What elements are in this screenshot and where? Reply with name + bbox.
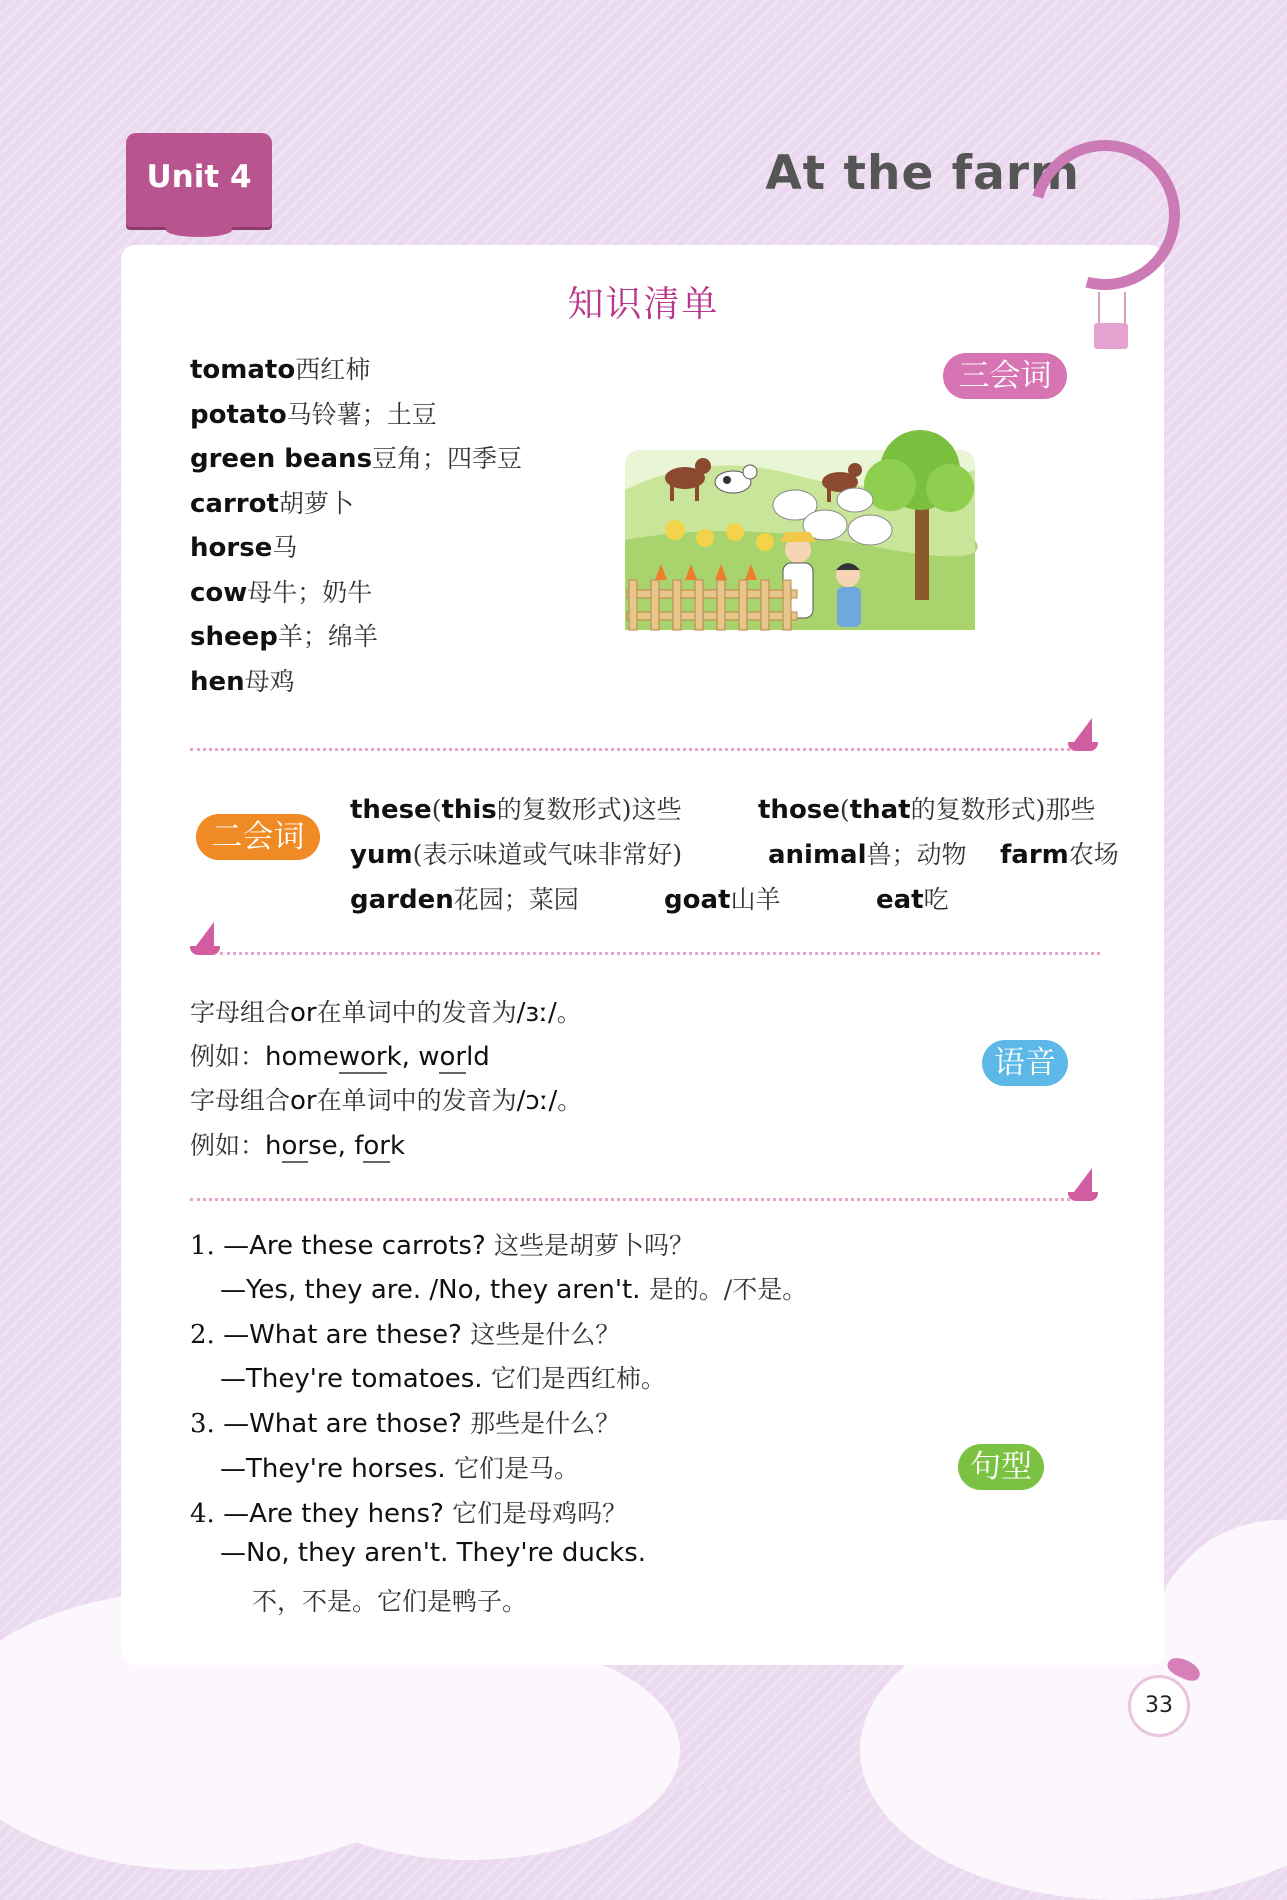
two-skill-row: eat吃 <box>876 885 949 915</box>
farm-illustration <box>615 430 985 655</box>
page-title: At the farm <box>765 146 1080 201</box>
sentence-question: 4. —Are they hens? 它们是母鸡吗？ <box>190 1499 628 1529</box>
two-skill-row: these(this的复数形式)这些 <box>350 795 682 825</box>
list-item: horse马 <box>190 533 298 563</box>
sentence-answer: —Yes, they are. /No, they aren't. 是的。/不是。 <box>220 1275 808 1305</box>
section-heading: 知识清单 <box>567 284 720 325</box>
sentence-answer-translation: 不，不是。它们是鸭子。 <box>252 1587 528 1616</box>
sentence-answer: —No, they aren't. They're ducks. <box>220 1538 647 1568</box>
sentence-answer: —They're tomatoes. 它们是西红柿。 <box>220 1364 666 1394</box>
list-item: tomato西红柿 <box>190 355 371 385</box>
vocabulary-list <box>190 350 522 706</box>
list-item: hen母鸡 <box>190 666 295 697</box>
list-item: carrot胡萝卜 <box>190 488 354 519</box>
list-item: sheep羊；绵羊 <box>190 622 378 652</box>
section-divider <box>190 748 1070 751</box>
sailboat-icon <box>1068 1168 1098 1202</box>
two-skill-row: goat山羊 <box>664 885 781 915</box>
sentence-answer: —They're horses. 它们是马。 <box>220 1454 579 1484</box>
unit-tab <box>126 133 272 227</box>
sailboat-icon <box>190 922 220 956</box>
section-divider <box>220 952 1100 955</box>
section-divider <box>190 1198 1070 1201</box>
sentence-question: 2. —What are these? 这些是什么？ <box>190 1320 621 1350</box>
list-item: cow母牛；奶牛 <box>190 577 373 608</box>
two-skill-row: garden花园；菜园 <box>350 885 579 915</box>
badge-three-skill-words: 三会词 <box>943 353 1067 399</box>
badge-two-skill-words: 二会词 <box>196 814 320 860</box>
sentence-question: 1. —Are these carrots? 这些是胡萝卜吗？ <box>190 1231 695 1261</box>
badge-phonics: 语音 <box>982 1040 1068 1086</box>
list-item: green beans豆角；四季豆 <box>190 444 523 474</box>
two-skill-row: those(that的复数形式)那些 <box>758 795 1096 825</box>
page-number: 33 <box>1128 1675 1190 1737</box>
phonics-example: 例如：homework, world <box>190 1042 490 1072</box>
two-skill-row: animal兽；动物 <box>768 840 967 870</box>
sentence-question: 3. —What are those? 那些是什么？ <box>190 1409 621 1439</box>
two-skill-row: farm农场 <box>1000 840 1119 870</box>
unit-label: Unit 4 <box>146 159 252 195</box>
sailboat-icon <box>1068 718 1098 752</box>
two-skill-row: yum(表示味道或气味非常好) <box>350 840 683 870</box>
background-cloud <box>260 1640 680 1860</box>
badge-sentences: 句型 <box>958 1444 1044 1490</box>
phonics-rule: 字母组合or在单词中的发音为/ɔː/。 <box>190 1086 583 1116</box>
phonics-rule: 字母组合or在单词中的发音为/ɜː/。 <box>190 998 582 1028</box>
list-item: potato马铃薯；土豆 <box>190 399 437 430</box>
phonics-example: 例如：horse, fork <box>190 1131 406 1161</box>
